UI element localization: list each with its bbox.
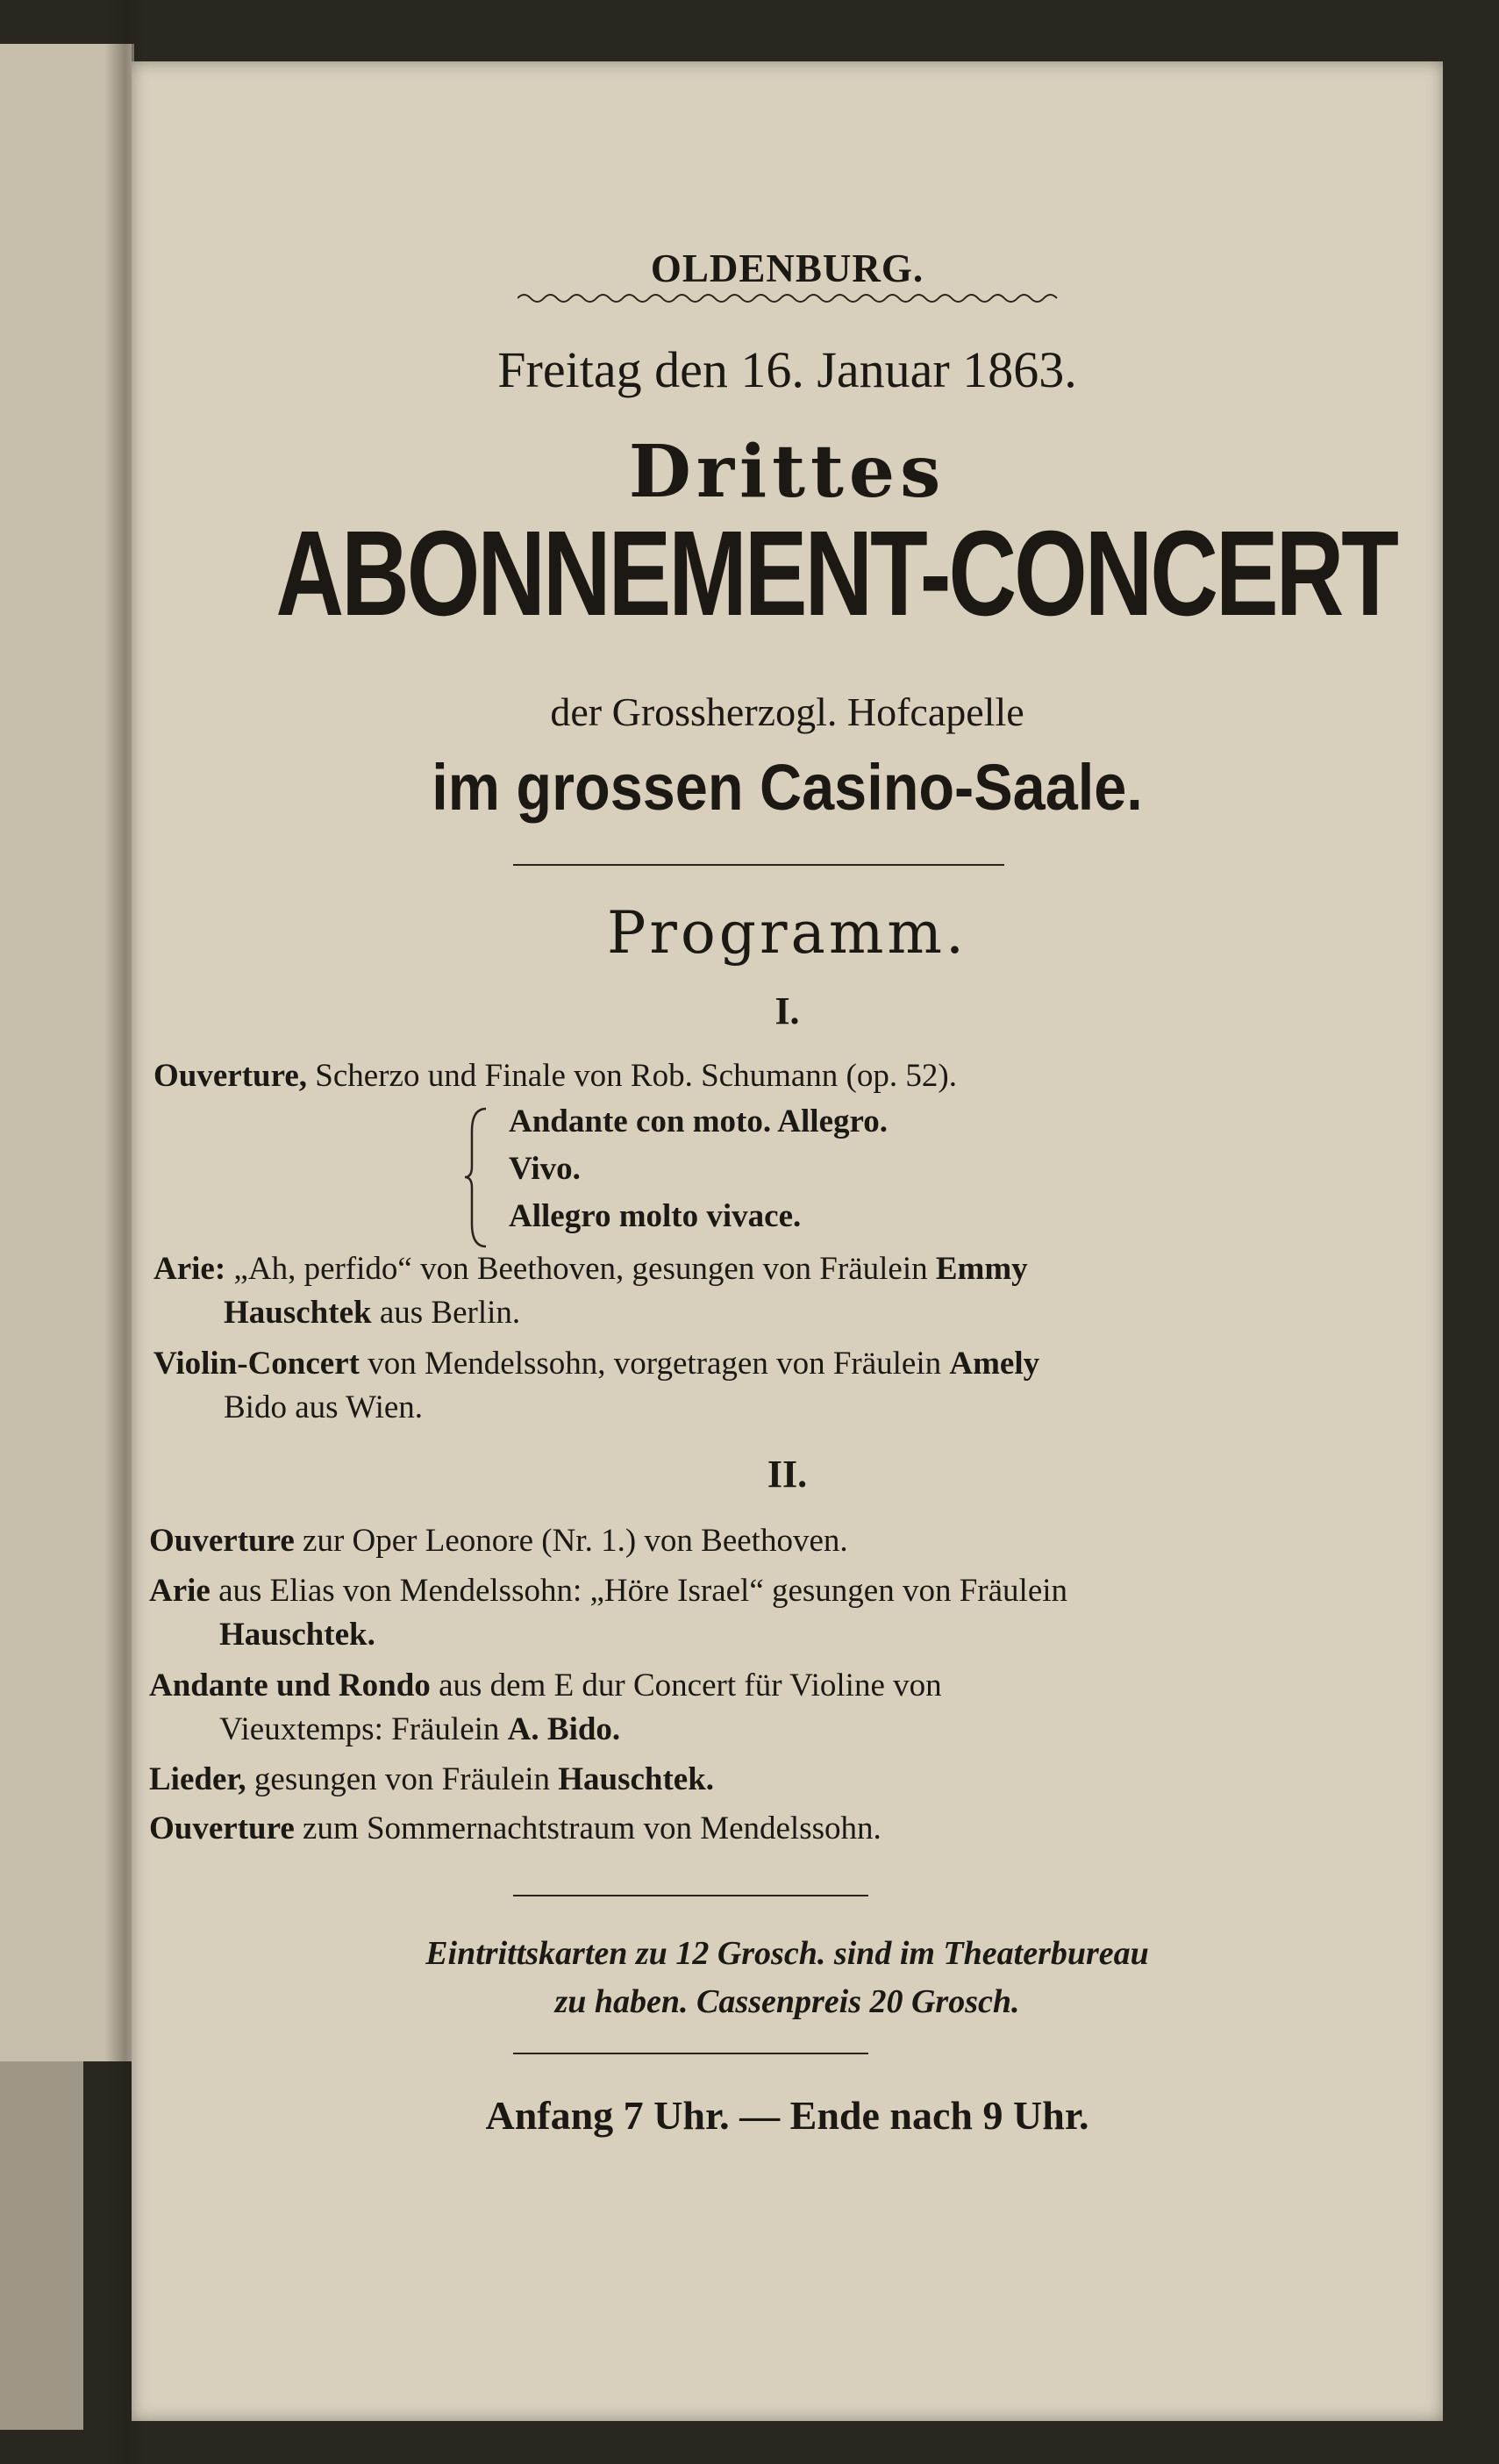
divider — [513, 2053, 868, 2054]
part-two-numeral: II. — [767, 1453, 808, 1496]
part2-item3 — [149, 1667, 942, 1704]
part2-item4 — [149, 1761, 714, 1798]
performer-name: Hauschtek — [224, 1295, 372, 1331]
performer-name: Bido — [224, 1389, 287, 1425]
movement-2: Vivo. — [509, 1151, 581, 1187]
part2-item5 — [149, 1810, 882, 1847]
ticket-info-line1: Eintrittskarten zu 12 Grosch. sind im Theaterbureau — [425, 1935, 1149, 1972]
item-text: zum Sommernachtstraum von Mendelssohn. — [294, 1811, 882, 1846]
item-title: Arie: — [153, 1251, 226, 1287]
part2-item2-continued: Hauschtek. — [219, 1617, 375, 1653]
item-text: aus Berlin. — [371, 1295, 521, 1331]
programm-heading: Programm. — [607, 899, 967, 967]
movements-bracket — [465, 1105, 491, 1250]
performer-name: A. Bido. — [507, 1711, 621, 1747]
divider — [513, 1895, 868, 1896]
item-title: Violin-Concert — [153, 1346, 360, 1382]
performer-name: Emmy — [935, 1251, 1028, 1287]
part2-item3-continued — [219, 1711, 620, 1748]
item-text: gesungen von Fräulein — [246, 1761, 559, 1797]
item-text: aus Elias von Mendelssohn: „Höre Israel“ gesungen von Fräulein — [210, 1573, 1068, 1609]
movement-1: Andante con moto. Allegro. — [509, 1103, 889, 1139]
item-title: Arie — [149, 1573, 211, 1609]
item-text: „Ah, perfido“ von Beethoven, gesungen von Fräulein — [225, 1251, 936, 1287]
item-text: aus dem E dur Concert für Violine von — [430, 1668, 942, 1703]
part2-item2 — [149, 1572, 1067, 1610]
performer-name: Amely — [949, 1346, 1040, 1382]
divider — [513, 864, 1004, 866]
wavy-underline — [518, 291, 1061, 305]
item-title: Ouverture — [149, 1523, 295, 1559]
item-title: Ouverture — [149, 1811, 295, 1846]
part-one-numeral: I. — [774, 989, 800, 1032]
city-heading: OLDENBURG. — [650, 246, 924, 290]
part1-item3-continued — [224, 1389, 423, 1426]
ticket-info-line2: zu haben. Cassenpreis 20 Grosch. — [554, 1983, 1020, 2020]
title-main: ABONNEMENT-CONCERT — [275, 506, 1396, 641]
part2-item1 — [149, 1522, 848, 1560]
part1-item1 — [153, 1057, 957, 1095]
part1-item2-continued — [224, 1294, 520, 1332]
title-ordinal: Drittes — [628, 430, 946, 514]
item-text: aus Wien. — [286, 1389, 424, 1425]
venue: im grossen Casino-Saale. — [432, 751, 1143, 824]
performer-name: Hauschtek. — [558, 1761, 715, 1797]
item-text: zur Oper Leonore (Nr. 1.) von Beethoven. — [294, 1523, 848, 1559]
concert-date: Freitag den 16. Januar 1863. — [497, 341, 1077, 398]
concert-program-page — [132, 61, 1443, 2421]
item-title: Andante und Rondo — [149, 1668, 431, 1703]
item-title: Ouverture, — [153, 1058, 308, 1094]
part1-item3 — [153, 1345, 1039, 1382]
previous-page-shadow — [0, 2061, 83, 2430]
item-text: Vieuxtemps: Fräulein — [219, 1711, 508, 1747]
item-text: von Mendelssohn, vorgetragen von Fräulein — [359, 1346, 950, 1382]
concert-times: Anfang 7 Uhr. — Ende nach 9 Uhr. — [485, 2093, 1089, 2138]
item-text: Scherzo und Finale von Rob. Schumann (op. 52). — [307, 1058, 957, 1094]
orchestra-name: der Grossherzogl. Hofcapelle — [550, 689, 1024, 734]
part1-item2 — [153, 1250, 1028, 1288]
item-title: Lieder, — [149, 1761, 246, 1797]
movement-3: Allegro molto vivace. — [509, 1198, 802, 1234]
